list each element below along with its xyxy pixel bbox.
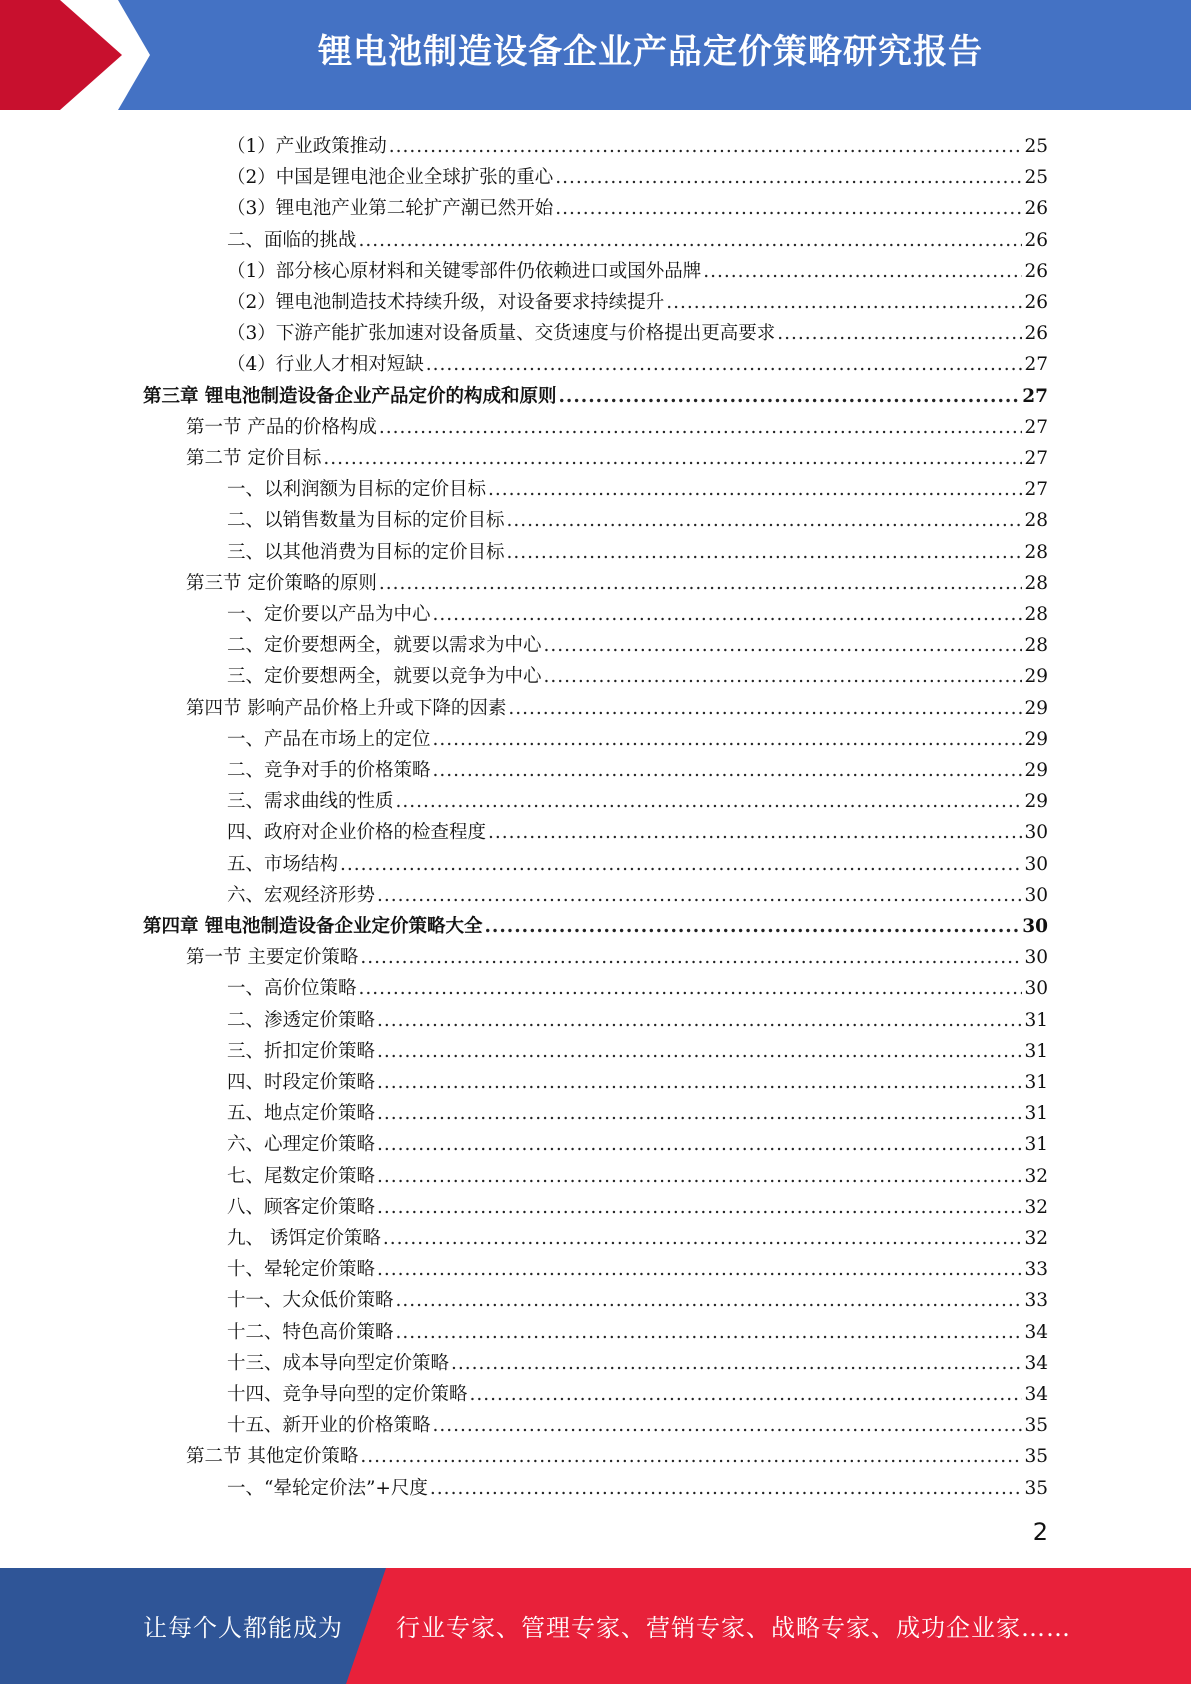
toc-entry-page: 33 [1024, 1259, 1048, 1281]
toc-entry[interactable] [227, 1314, 1048, 1345]
toc-entry-title: 六、宏观经济形势 [227, 884, 376, 906]
toc-entry-title: 四、时段定价策略 [227, 1072, 376, 1093]
toc-leader-dots [777, 322, 1022, 346]
toc-entry-page: 27 [1024, 354, 1048, 376]
toc-entry[interactable] [227, 315, 1048, 346]
toc-entry[interactable] [227, 1282, 1048, 1313]
toc-entry[interactable] [143, 378, 1048, 409]
toc-entry-title: （2）锂电池制造技术持续升级，对设备要求持续提升 [227, 292, 665, 313]
toc-entry[interactable] [227, 1470, 1048, 1501]
toc-leader-dots [433, 728, 1023, 752]
toc-leader-dots [433, 759, 1023, 783]
toc-entry-title: 二、面临的挑战 [227, 229, 357, 251]
toc-entry-title: 第二节 定价目标 [186, 448, 322, 469]
toc-entry[interactable] [227, 1251, 1048, 1282]
toc-entry-page: 35 [1024, 1415, 1048, 1437]
toc-entry-page: 34 [1024, 1352, 1048, 1374]
toc-entry[interactable] [227, 222, 1048, 253]
toc-entry[interactable] [186, 690, 1048, 721]
toc-entry-title: 三、以其他消费为目标的定价目标 [227, 541, 505, 563]
toc-leader-dots [396, 1289, 1023, 1313]
toc-leader-dots [377, 1040, 1022, 1064]
toc-entry-page: 31 [1024, 1072, 1048, 1093]
toc-entry-title: 四、政府对企业价格的检查程度 [227, 822, 487, 844]
toc-entry[interactable] [227, 752, 1048, 783]
toc-entry-page: 29 [1024, 760, 1048, 781]
toc-entry-title: （1）产业政策推动 [227, 136, 387, 157]
toc-entry-title: 七、尾数定价策略 [227, 1165, 376, 1187]
toc-entry-title: （2）中国是锂电池企业全球扩张的重心 [227, 167, 554, 189]
toc-entry[interactable] [227, 1220, 1048, 1251]
toc-entry-title: 一、以利润额为目标的定价目标 [227, 479, 487, 501]
toc-entry-page: 30 [1022, 916, 1048, 937]
toc-leader-dots [323, 447, 1022, 471]
toc-leader-dots [507, 509, 1023, 533]
toc-entry-title: 十五、新开业的价格策略 [227, 1415, 431, 1437]
toc-entry-page: 26 [1024, 292, 1048, 313]
toc-entry-page: 30 [1024, 978, 1048, 1000]
toc-leader-dots [666, 291, 1022, 315]
toc-leader-dots [360, 946, 1022, 970]
toc-entry-title: （3）锂电池产业第二轮扩产潮已然开始 [227, 198, 554, 220]
toc-leader-dots [470, 1383, 1023, 1407]
toc-entry[interactable] [227, 1158, 1048, 1189]
toc-entry-title: 二、渗透定价策略 [227, 1009, 376, 1031]
toc-entry[interactable] [227, 190, 1048, 221]
toc-entry-title: 八、顾客定价策略 [227, 1196, 376, 1218]
toc-leader-dots [426, 353, 1023, 377]
toc-entry[interactable] [227, 1064, 1048, 1095]
toc-entry-page: 35 [1024, 1477, 1048, 1499]
toc-entry[interactable] [227, 1126, 1048, 1157]
header-banner [0, 0, 1191, 110]
toc-entry-title: 三、折扣定价策略 [227, 1040, 376, 1062]
toc-entry-page: 30 [1024, 884, 1048, 906]
toc-entry[interactable] [227, 471, 1048, 502]
toc-leader-dots [507, 541, 1023, 565]
toc-entry[interactable] [227, 877, 1048, 908]
toc-entry-page: 32 [1024, 1165, 1048, 1187]
toc-entry-page: 32 [1024, 1196, 1048, 1218]
toc-entry-page: 30 [1024, 947, 1048, 969]
toc-leader-dots [488, 821, 1022, 845]
toc-leader-dots [430, 1477, 1023, 1501]
toc-entry-page: 26 [1024, 260, 1048, 282]
toc-entry-title: 二、定价要想两全，就要以需求为中心 [227, 635, 542, 657]
toc-leader-dots [396, 790, 1023, 814]
toc-entry[interactable] [227, 502, 1048, 533]
toc-entry[interactable] [227, 534, 1048, 565]
toc-entry[interactable] [227, 1376, 1048, 1407]
toc-leader-dots [383, 1227, 1023, 1251]
toc-leader-dots [544, 634, 1023, 658]
footer-slogan-left: 让每个人都能成为 [143, 1614, 343, 1642]
toc-entry[interactable] [227, 346, 1048, 377]
toc-entry-page: 27 [1022, 385, 1048, 407]
toc-entry-title: （3）下游产能扩张加速对设备质量、交货速度与价格提出更高要求 [227, 323, 776, 345]
toc-entry-title: 第四节 影响产品价格上升或下降的因素 [186, 697, 507, 719]
toc-leader-dots [555, 197, 1022, 221]
toc-entry[interactable] [186, 939, 1048, 970]
toc-entry[interactable] [227, 721, 1048, 752]
toc-leader-dots [377, 884, 1022, 908]
toc-entry[interactable] [186, 565, 1048, 596]
toc-entry-page: 34 [1024, 1384, 1048, 1405]
toc-entry-page: 27 [1024, 448, 1048, 469]
arrow-logo-icon [0, 0, 160, 110]
toc-entry-page: 31 [1024, 1009, 1048, 1031]
toc-entry[interactable] [227, 658, 1048, 689]
toc-entry-page: 26 [1024, 229, 1048, 251]
toc-entry-title: 三、定价要想两全，就要以竞争为中心 [227, 666, 542, 688]
toc-entry-title: 三、需求曲线的性质 [227, 791, 394, 813]
toc-leader-dots [379, 572, 1023, 596]
toc-entry-title: 第四章 锂电池制造设备企业定价策略大全 [143, 916, 483, 937]
toc-entry-page: 29 [1024, 791, 1048, 813]
document-title: 锂电池制造设备企业产品定价策略研究报告 [318, 32, 983, 72]
toc-entry-title: 第三章 锂电池制造设备企业产品定价的构成和原则 [143, 385, 557, 407]
toc-entry-title: （1）部分核心原材料和关键零部件仍依赖进口或国外品牌 [227, 260, 702, 282]
toc-entry-page: 34 [1024, 1321, 1048, 1343]
toc-entry-page: 28 [1024, 604, 1048, 625]
toc-entry-title: 第一节 产品的价格构成 [186, 416, 377, 438]
toc-entry[interactable] [227, 128, 1048, 159]
toc-entry[interactable] [227, 253, 1048, 284]
toc-leader-dots [544, 665, 1023, 689]
toc-entry-page: 27 [1024, 479, 1048, 501]
toc-leader-dots [508, 697, 1022, 721]
footer-banner [0, 1568, 1191, 1684]
toc-leader-dots [377, 1009, 1022, 1033]
toc-leader-dots [377, 1133, 1022, 1157]
toc-entry-page: 29 [1024, 728, 1048, 750]
toc-entry-title: 五、市场结构 [227, 853, 339, 875]
toc-entry-title: （4）行业人才相对短缺 [227, 354, 424, 376]
toc-entry-page: 27 [1024, 416, 1048, 438]
toc-entry-title: 十、晕轮定价策略 [227, 1259, 376, 1281]
toc-entry-title: 第一节 主要定价策略 [186, 947, 359, 969]
toc-entry[interactable] [227, 1407, 1048, 1438]
toc-entry[interactable] [227, 627, 1048, 658]
toc-entry-page: 29 [1024, 697, 1048, 719]
toc-leader-dots [359, 229, 1023, 253]
toc-entry-title: 第三节 定价策略的原则 [186, 572, 377, 594]
toc-leader-dots [433, 1414, 1023, 1438]
toc-entry-title: 一、定价要以产品为中心 [227, 604, 431, 625]
toc-leader-dots [377, 1258, 1022, 1282]
toc-entry-page: 31 [1024, 1040, 1048, 1062]
toc-entry-page: 25 [1024, 167, 1048, 189]
toc-entry-page: 30 [1024, 822, 1048, 844]
toc-entry-page: 32 [1024, 1228, 1048, 1249]
toc-leader-dots [389, 135, 1023, 159]
toc-entry-page: 29 [1024, 666, 1048, 688]
toc-leader-dots [377, 1071, 1022, 1095]
toc-leader-dots [488, 478, 1022, 502]
toc-leader-dots [433, 603, 1023, 627]
toc-entry-title: 十四、竞争导向型的定价策略 [227, 1384, 468, 1405]
toc-entry-page: 31 [1024, 1134, 1048, 1156]
toc-entry-title: 六、心理定价策略 [227, 1134, 376, 1156]
toc-entry-title: 十三、成本导向型定价策略 [227, 1352, 450, 1374]
toc-entry-page: 25 [1024, 136, 1048, 157]
toc-leader-dots [377, 1102, 1022, 1126]
toc-entry[interactable] [227, 814, 1048, 845]
toc-entry-title: 一、产品在市场上的定位 [227, 728, 431, 750]
toc-entry[interactable] [186, 409, 1048, 440]
toc-leader-dots [377, 1165, 1022, 1189]
toc-entry-title: 十一、大众低价策略 [227, 1290, 394, 1312]
toc-entry-page: 35 [1024, 1446, 1048, 1468]
toc-entry-page: 28 [1024, 510, 1048, 532]
toc-entry[interactable] [227, 1189, 1048, 1220]
toc-leader-dots [379, 416, 1023, 440]
toc-leader-dots [555, 166, 1022, 190]
toc-entry-title: 一、高价位策略 [227, 978, 357, 1000]
toc-entry-title: 一、“晕轮定价法”+尺度 [227, 1477, 428, 1499]
toc-leader-dots [451, 1352, 1022, 1376]
toc-entry-page: 28 [1024, 541, 1048, 563]
toc-entry-page: 28 [1024, 572, 1048, 594]
toc-entry-title: 二、以销售数量为目标的定价目标 [227, 510, 505, 532]
toc-entry[interactable] [227, 1345, 1048, 1376]
toc-entry[interactable] [186, 440, 1048, 471]
toc-entry[interactable] [227, 159, 1048, 190]
toc-entry[interactable] [227, 1002, 1048, 1033]
page-number: 2 [1032, 1518, 1048, 1546]
toc-entry-page: 28 [1024, 635, 1048, 657]
toc-leader-dots [377, 1196, 1022, 1220]
toc-leader-dots [340, 853, 1022, 877]
toc-entry[interactable] [227, 284, 1048, 315]
toc-leader-dots [396, 1321, 1023, 1345]
toc-entry-page: 26 [1024, 198, 1048, 220]
toc-leader-dots [703, 260, 1022, 284]
toc-entry-page: 33 [1024, 1290, 1048, 1312]
toc-entry[interactable] [186, 1438, 1048, 1469]
toc-entry[interactable] [227, 1033, 1048, 1064]
footer-slogan-right: 行业专家、管理专家、营销专家、战略专家、成功企业家…… [396, 1614, 1071, 1642]
toc-leader-dots [558, 385, 1020, 409]
toc-entry-page: 30 [1024, 853, 1048, 875]
toc-entry[interactable] [227, 1095, 1048, 1126]
toc-entry[interactable] [227, 596, 1048, 627]
toc-leader-dots [484, 915, 1020, 939]
toc-leader-dots [359, 977, 1023, 1001]
toc-entry-title: 第二节 其他定价策略 [186, 1446, 359, 1468]
toc-entry-title: 二、竞争对手的价格策略 [227, 760, 431, 781]
toc-entry-page: 26 [1024, 323, 1048, 345]
toc-entry[interactable] [227, 783, 1048, 814]
toc-entry-page: 31 [1024, 1103, 1048, 1125]
toc-entry[interactable] [143, 908, 1048, 939]
toc-entry-title: 十二、特色高价策略 [227, 1321, 394, 1343]
toc-entry-title: 九、 诱饵定价策略 [227, 1228, 381, 1249]
toc-entry[interactable] [227, 970, 1048, 1001]
toc-leader-dots [360, 1445, 1022, 1469]
toc-entry[interactable] [227, 846, 1048, 877]
toc-entry-title: 五、地点定价策略 [227, 1103, 376, 1125]
